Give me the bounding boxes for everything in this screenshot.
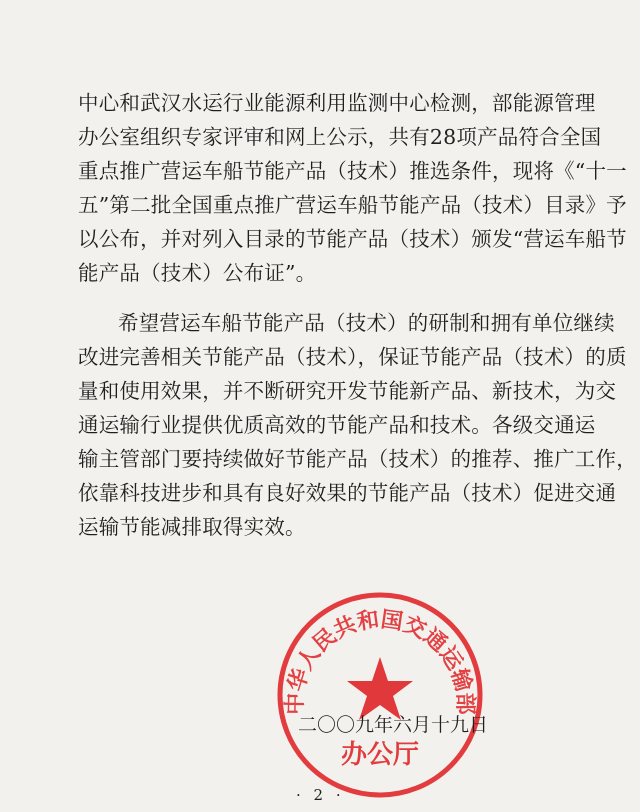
signature-date: 二〇〇九年六月十九日: [298, 714, 489, 736]
text-line: 五”第二批全国重点推广营运车船节能产品（技术）目录》予: [78, 193, 627, 217]
page-number: · 2 ·: [296, 786, 345, 804]
text-line: 改进完善相关节能产品（技术），保证节能产品（技术）的质: [78, 345, 627, 369]
text-line: 输主管部门要持续做好节能产品（技术）的推荐、推广工作，: [78, 447, 637, 471]
seal-arc-text: 中华人民共和国交通运输部: [282, 607, 478, 715]
text-line: 通运输行业提供优质高效的节能产品和技术。各级交通运: [78, 413, 596, 437]
text-line: 重点推广营运车船节能产品（技术）推选条件，现将《“十一: [78, 159, 627, 183]
text-line: 运输节能减排取得实效。: [78, 515, 306, 539]
text-line: 办公室组织专家评审和网上公示，共有28项产品符合全国: [78, 125, 602, 149]
seal-graphic: [270, 585, 490, 805]
text-line: 中心和武汉水运行业能源利用监测中心检测，部能源管理: [78, 91, 596, 115]
seal-bottom-text: 办公厅: [340, 740, 420, 770]
official-seal: [270, 585, 490, 805]
text-line: 量和使用效果，并不断研究开发节能新产品、新技术，为交: [78, 379, 617, 403]
text-line: 依靠科技进步和具有良好效果的节能产品（技术）促进交通: [78, 481, 617, 505]
text-line: 以公布，并对列入目录的节能产品（技术）颁发“营运车船节: [78, 227, 627, 251]
text-line: 能产品（技术）公布证”。: [78, 261, 317, 285]
text-line: 希望营运车船节能产品（技术）的研制和拥有单位继续: [118, 311, 615, 335]
